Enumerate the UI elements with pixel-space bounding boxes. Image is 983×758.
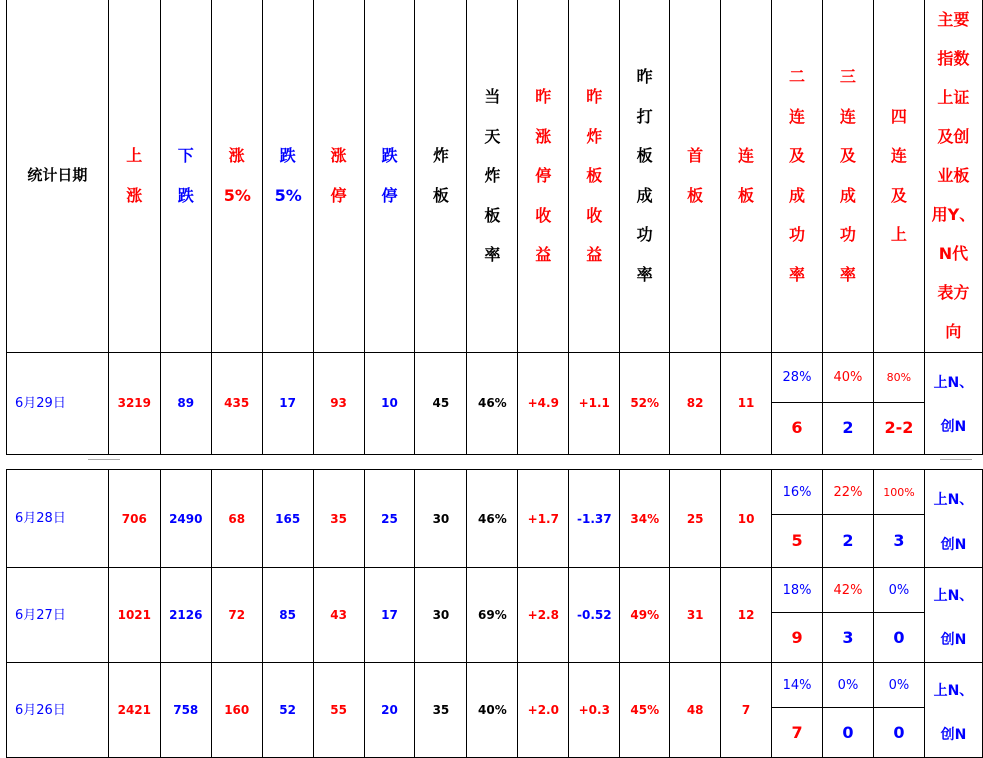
cell-limit-down: 17 <box>364 568 415 663</box>
header-multi-board: 连板 <box>721 0 772 352</box>
direction-line-2: 创N <box>940 536 967 553</box>
table-row <box>7 352 983 454</box>
two-board-count: 7 <box>791 722 803 742</box>
cell-yday-limit-ret: +1.7 <box>518 470 569 568</box>
cell-broken: 30 <box>415 470 467 568</box>
three-board-pct: 22% <box>823 470 873 515</box>
header-date: 统计日期 <box>7 0 109 352</box>
two-board-count: 6 <box>791 417 803 437</box>
cell-four-board <box>873 568 924 663</box>
header-two-board: 二连及成功率 <box>772 0 823 352</box>
cell-up5: 68 <box>211 470 262 568</box>
cell-limit-down: 25 <box>364 470 415 568</box>
three-board-count: 2 <box>842 531 854 550</box>
page-break-rule <box>88 459 120 460</box>
cell-index-direction <box>924 663 982 758</box>
two-board-count: 9 <box>791 627 803 647</box>
header-four-board: 四连及上 <box>873 0 924 352</box>
cell-down: 758 <box>160 663 211 758</box>
cell-yday-broken-ret: -1.37 <box>569 470 620 568</box>
cell-yday-broken-ret: -0.52 <box>569 568 620 663</box>
header-yday-broken-ret: 昨炸板收益 <box>569 0 620 352</box>
cell-first-board: 48 <box>670 663 721 758</box>
cell-index-direction <box>924 470 982 568</box>
cell-up5: 160 <box>211 663 262 758</box>
cell-up: 3219 <box>108 352 160 454</box>
cell-multi-board: 11 <box>721 352 772 454</box>
cell-index-direction <box>924 352 982 454</box>
four-board-count: 2-2 <box>884 417 914 437</box>
header-broken-rate: 当天炸板率 <box>467 0 518 352</box>
row-date: 6月29日 <box>7 352 109 454</box>
two-board-pct: 14% <box>772 663 822 708</box>
row-date: 6月26日 <box>7 663 109 758</box>
cell-broken-rate: 69% <box>467 568 518 663</box>
cell-three-board <box>823 663 874 758</box>
cell-yday-limit-ret: +2.0 <box>518 663 569 758</box>
cell-down: 89 <box>160 352 211 454</box>
cell-two-board <box>772 568 823 663</box>
three-board-count: 2 <box>842 417 854 437</box>
direction-line-2: 创N <box>940 727 967 743</box>
header-yday-limit-ret: 昨涨停收益 <box>518 0 569 352</box>
header-yday-success: 昨打板成功率 <box>620 0 670 352</box>
table-row <box>7 568 983 663</box>
cell-limit-down: 10 <box>364 352 415 454</box>
stats-table-top <box>6 0 983 455</box>
direction-line-2: 创N <box>940 632 967 648</box>
header-row <box>7 0 983 352</box>
cell-two-board <box>772 470 823 568</box>
cell-two-board <box>772 352 823 454</box>
cell-limit-up: 93 <box>313 352 364 454</box>
cell-limit-up: 55 <box>313 663 364 758</box>
three-board-pct: 42% <box>823 568 873 613</box>
cell-four-board <box>873 352 924 454</box>
direction-line-1: 上N、 <box>933 491 974 508</box>
cell-multi-board: 12 <box>721 568 772 663</box>
four-board-count: 3 <box>893 531 905 550</box>
row-date: 6月28日 <box>7 470 109 568</box>
cell-four-board <box>873 663 924 758</box>
cell-yday-limit-ret: +2.8 <box>518 568 569 663</box>
three-board-count: 0 <box>842 722 854 742</box>
cell-broken: 45 <box>415 352 467 454</box>
header-index-direction: 主要指数上证及创业板用Y、N代表方向 <box>924 0 982 352</box>
four-board-count: 0 <box>893 627 905 647</box>
cell-down: 2126 <box>160 568 211 663</box>
cell-down5: 17 <box>262 352 313 454</box>
four-board-pct: 100% <box>874 470 924 515</box>
cell-yday-broken-ret: +0.3 <box>569 663 620 758</box>
header-down: 下跌 <box>160 0 211 352</box>
cell-multi-board: 7 <box>721 663 772 758</box>
two-board-count: 5 <box>791 531 803 550</box>
header-limit-up: 涨停 <box>313 0 364 352</box>
three-board-pct: 0% <box>823 663 873 708</box>
cell-limit-up: 35 <box>313 470 364 568</box>
header-up5: 涨5% <box>211 0 262 352</box>
header-broken: 炸板 <box>415 0 467 352</box>
cell-yday-success: 45% <box>620 663 670 758</box>
header-three-board: 三连及成功率 <box>822 0 873 352</box>
table-row <box>7 663 983 758</box>
cell-yday-limit-ret: +4.9 <box>518 352 569 454</box>
cell-four-board <box>873 470 924 568</box>
cell-yday-success: 49% <box>620 568 670 663</box>
header-up: 上涨 <box>108 0 160 352</box>
page-break-rule <box>940 459 972 460</box>
cell-up5: 435 <box>211 352 262 454</box>
two-board-pct: 18% <box>772 568 822 613</box>
four-board-pct: 0% <box>874 568 924 613</box>
direction-line-1: 上N、 <box>933 588 974 604</box>
two-board-pct: 28% <box>772 354 822 403</box>
cell-three-board <box>823 568 874 663</box>
cell-first-board: 25 <box>670 470 721 568</box>
cell-first-board: 82 <box>670 352 721 454</box>
three-board-count: 3 <box>842 627 854 647</box>
direction-line-1: 上N、 <box>933 683 974 699</box>
cell-index-direction <box>924 568 982 663</box>
cell-limit-up: 43 <box>313 568 364 663</box>
cell-yday-success: 52% <box>620 352 670 454</box>
header-first-board: 首板 <box>670 0 721 352</box>
row-date: 6月27日 <box>7 568 109 663</box>
four-board-count: 0 <box>893 722 905 742</box>
cell-three-board <box>823 470 874 568</box>
cell-down5: 52 <box>262 663 313 758</box>
cell-up: 1021 <box>108 568 160 663</box>
cell-two-board <box>772 663 823 758</box>
cell-broken: 30 <box>415 568 467 663</box>
cell-first-board: 31 <box>670 568 721 663</box>
table-row <box>7 470 983 568</box>
four-board-pct: 80% <box>874 354 924 403</box>
cell-broken: 35 <box>415 663 467 758</box>
header-limit-down: 跌停 <box>364 0 415 352</box>
cell-broken-rate: 46% <box>467 470 518 568</box>
cell-down: 2490 <box>160 470 211 568</box>
cell-broken-rate: 40% <box>467 663 518 758</box>
cell-up: 2421 <box>108 663 160 758</box>
cell-limit-down: 20 <box>364 663 415 758</box>
cell-three-board <box>822 352 873 454</box>
direction-line-2: 创N <box>940 419 967 435</box>
cell-yday-broken-ret: +1.1 <box>569 352 620 454</box>
three-board-pct: 40% <box>823 354 873 403</box>
two-board-pct: 16% <box>772 470 822 515</box>
cell-up5: 72 <box>211 568 262 663</box>
cell-yday-success: 34% <box>620 470 670 568</box>
cell-broken-rate: 46% <box>467 352 518 454</box>
stats-table-bottom <box>6 469 983 758</box>
header-down5: 跌5% <box>262 0 313 352</box>
cell-multi-board: 10 <box>721 470 772 568</box>
cell-down5: 85 <box>262 568 313 663</box>
direction-line-1: 上N、 <box>933 375 974 391</box>
four-board-pct: 0% <box>874 663 924 708</box>
cell-up: 706 <box>108 470 160 568</box>
cell-down5: 165 <box>262 470 313 568</box>
